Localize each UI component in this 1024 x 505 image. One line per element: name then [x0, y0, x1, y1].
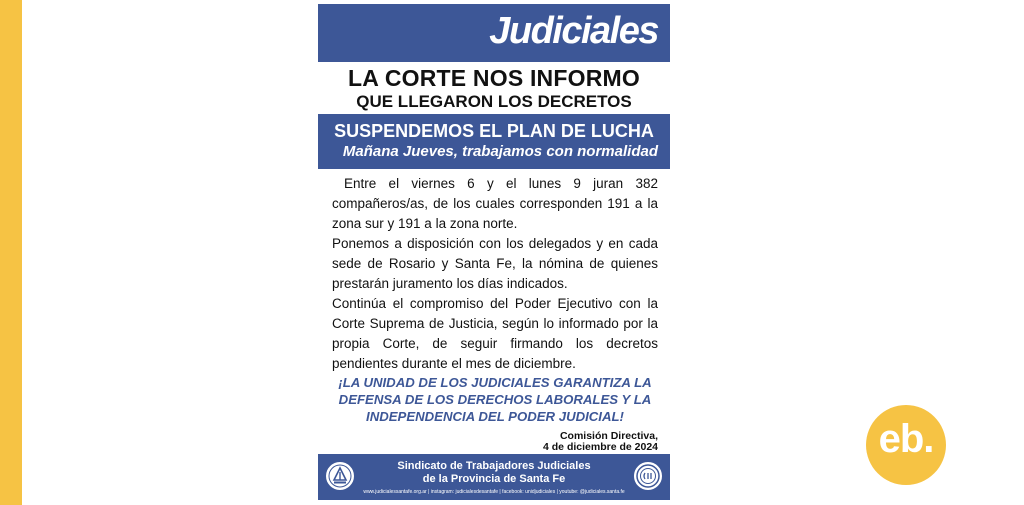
footer-org-line-1: Sindicato de Trabajadores Judiciales — [397, 460, 591, 472]
body-paragraph-2: Ponemos a disposición con los delegados y en cada sede de Rosario y Santa Fe, la nómina de quienes prestarán juramento los días indicados. — [332, 236, 658, 291]
brand-logo-text: Judiciales — [489, 10, 658, 52]
eb-logo-text: eb. — [878, 417, 934, 461]
footer-band — [318, 454, 670, 500]
header-band — [318, 4, 670, 62]
headline-line-2: QUE LLEGARON LOS DECRETOS — [356, 92, 632, 111]
slogan-line-2: DEFENSA DE LOS DERECHOS LABORALES Y LA — [338, 392, 652, 407]
press-release-document — [318, 4, 670, 500]
body-paragraph-1: Entre el viernes 6 y el lunes 9 juran 382 compañeros/as, de los cuales corresponden 191 a la zona sur y 191 a la zona norte. — [332, 176, 658, 231]
slogan-line-1: ¡LA UNIDAD DE LOS JUDICIALES GARANTIZA LA — [338, 375, 652, 390]
headline-line-1: LA CORTE NOS INFORMO — [348, 65, 640, 91]
banner-subtitle: Mañana Jueves, trabajamos con normalidad — [342, 143, 658, 160]
left-accent-stripe — [0, 0, 22, 505]
body-paragraph-3: Continúa el compromiso del Poder Ejecutivo con la Corte Suprema de Justicia, según lo informado por la propia Corte, de seguir firmando los decretos pendientes durante el mes de diciembre. — [332, 296, 658, 371]
signature-line-1: Comisión Directiva, — [559, 430, 658, 442]
footer-org-line-2: de la Provincia de Santa Fe — [422, 473, 566, 485]
cgt-logo-icon — [634, 462, 662, 490]
body-text — [332, 174, 658, 374]
signature-date: 4 de diciembre de 2024 — [543, 441, 658, 453]
slogan-line-3: INDEPENDENCIA DEL PODER JUDICIAL! — [366, 409, 624, 424]
eb-watermark-logo — [866, 405, 946, 485]
slogan — [332, 374, 658, 425]
banner-title: SUSPENDEMOS EL PLAN DE LUCHA — [334, 121, 654, 141]
signature — [543, 431, 658, 453]
announcement-banner — [318, 114, 670, 169]
footer-social-links: www.judicialessantafe.org.ar | instagram: judicialesdesantafe | facebook: unidjudiciales | youtube: @judiciales.santa.fe — [363, 489, 625, 495]
union-emblem-icon — [326, 462, 354, 490]
